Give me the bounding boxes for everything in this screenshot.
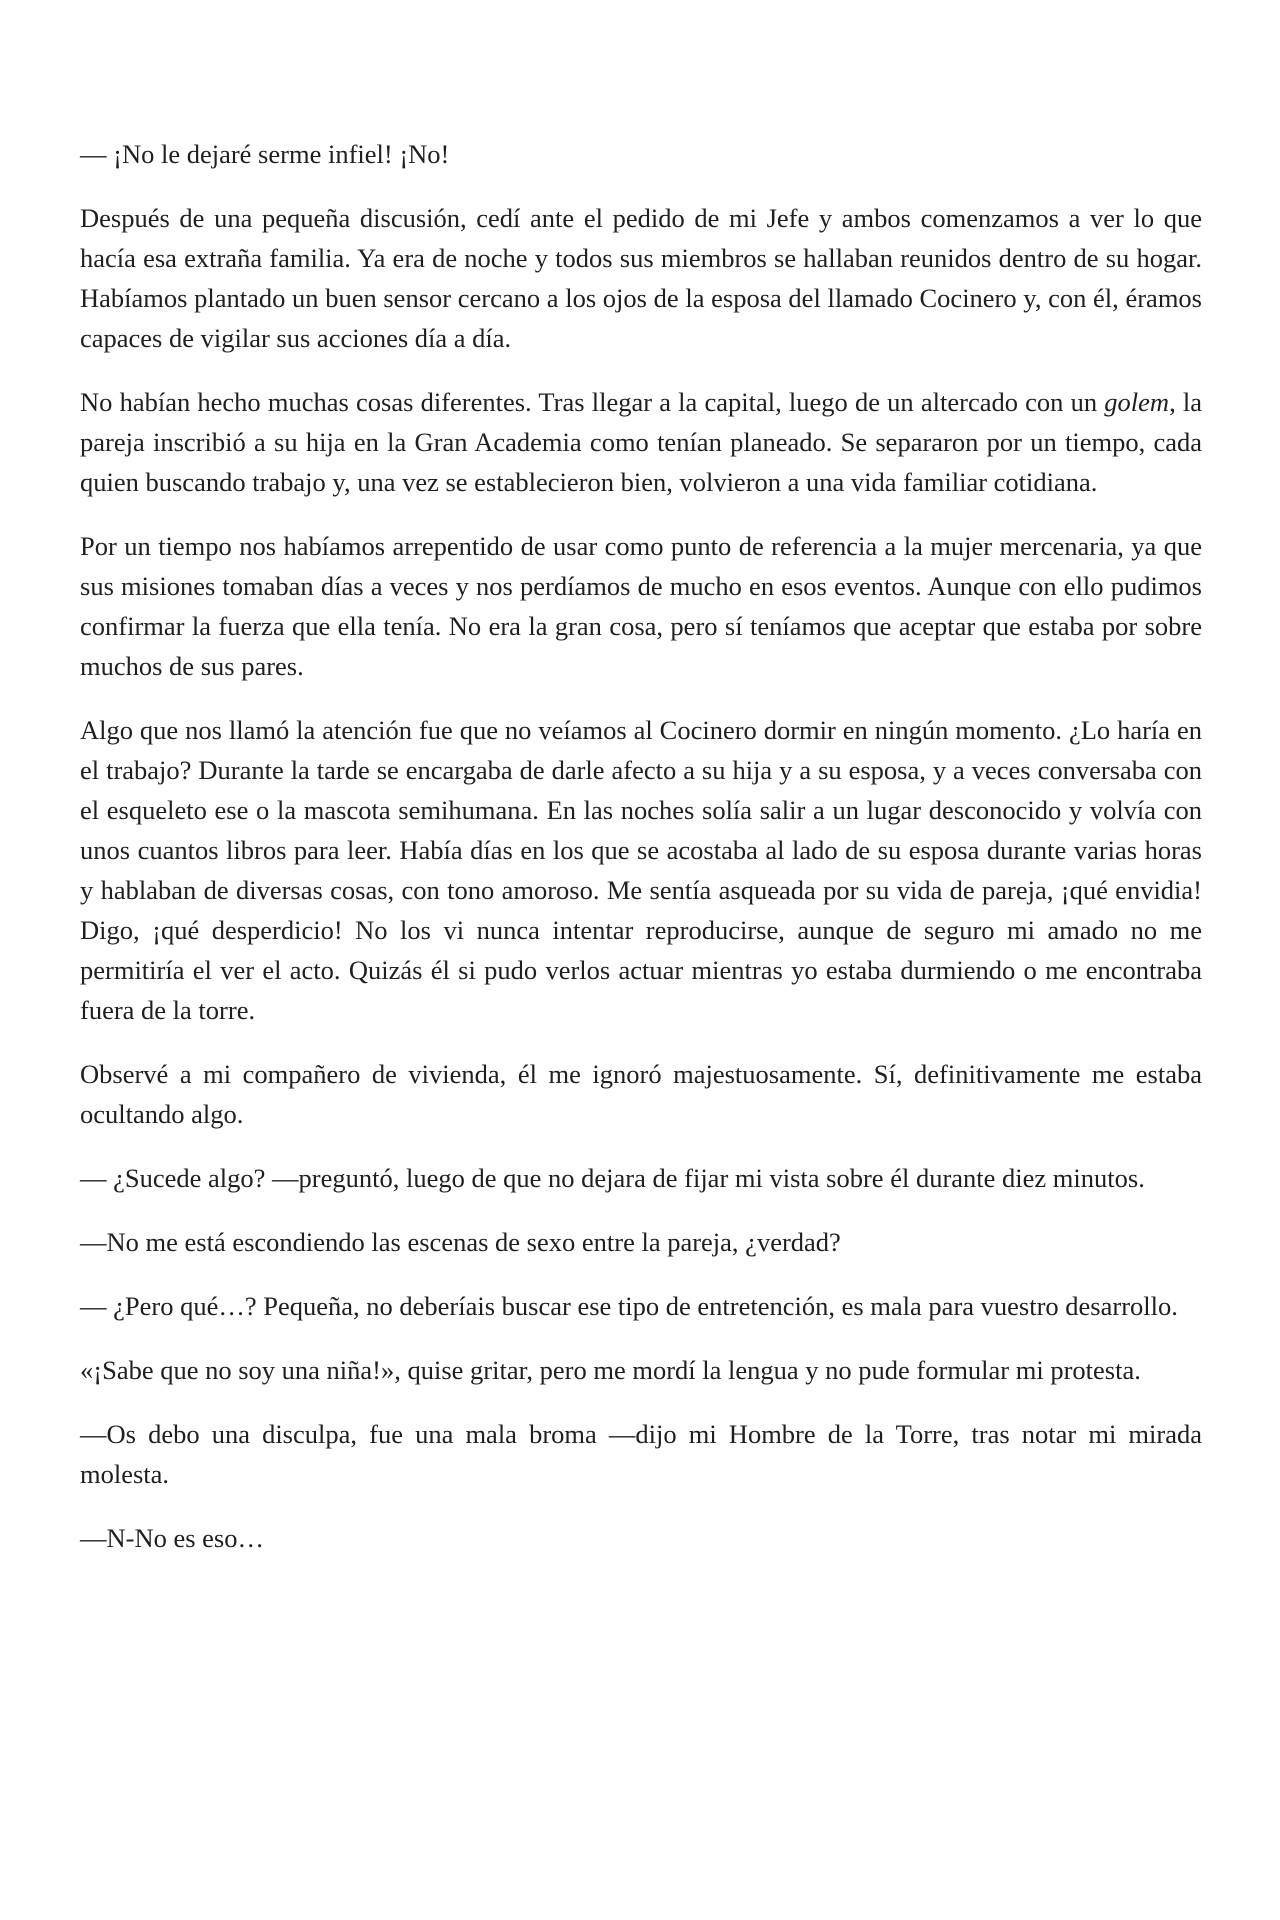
paragraph-7 xyxy=(80,1158,1202,1198)
paragraph-8 xyxy=(80,1222,1202,1262)
paragraph-text: Algo que nos llamó la atención fue que no veíamos al Cocinero dormir en ningún momento. ¿Lo haría en el trabajo? Durante la tarde se encargaba de darle afecto a su hija y a su esposa, y a veces conversaba con el esqueleto ese o la mascota semihumana. En las noches solía salir a un lugar desconocido y volvía con unos cuantos libros para leer. Había días en los que se acostaba al lado de su esposa durante varias horas y hablaban de diversas cosas, con tono amoroso. Me sentía asqueada por su vida de pareja, ¡qué envidia! Digo, ¡qué desperdicio! No los vi nunca intentar reproducirse, aunque de seguro mi amado no me permitiría el ver el acto. Quizás él si pudo verlos actuar mientras yo estaba durmiendo o me encontraba fuera de la torre. xyxy=(80,715,1202,1025)
italic-word-golem: golem xyxy=(1104,387,1170,417)
paragraph-2 xyxy=(80,198,1202,358)
paragraph-4 xyxy=(80,526,1202,686)
paragraph-text: — ¡No le dejaré serme infiel! ¡No! xyxy=(80,139,450,169)
paragraph-10 xyxy=(80,1350,1202,1390)
paragraph-text: — ¿Sucede algo? —preguntó, luego de que no dejara de fijar mi vista sobre él durante diez minutos. xyxy=(80,1163,1145,1193)
paragraph-text: —N-No es eso… xyxy=(80,1523,264,1553)
paragraph-9 xyxy=(80,1286,1202,1326)
paragraph-text: «¡Sabe que no soy una niña!», quise gritar, pero me mordí la lengua y no pude formular mi protesta. xyxy=(80,1355,1141,1385)
paragraph-text: Después de una pequeña discusión, cedí ante el pedido de mi Jefe y ambos comenzamos a ver lo que hacía esa extraña familia. Ya era de noche y todos sus miembros se hallaban reunidos dentro de su hogar. Habíamos plantado un buen sensor cercano a los ojos de la esposa del llamado Cocinero y, con él, éramos capaces de vigilar sus acciones día a día. xyxy=(80,203,1202,353)
paragraph-text: Por un tiempo nos habíamos arrepentido de usar como punto de referencia a la mujer mercenaria, ya que sus misiones tomaban días a veces y nos perdíamos de mucho en esos eventos. Aunque con ello pudimos confirmar la fuerza que ella tenía. No era la gran cosa, pero sí teníamos que aceptar que estaba por sobre muchos de sus pares. xyxy=(80,531,1202,681)
paragraph-12 xyxy=(80,1518,1202,1558)
paragraph-5 xyxy=(80,710,1202,1030)
paragraph-text: , la pareja inscribió a su hija en la Gran Academia como tenían planeado. Se separaron por un tiempo, cada quien buscando trabajo y, una vez se establecieron bien, volvieron a una vida familiar cotidiana. xyxy=(80,387,1202,497)
paragraph-text: —Os debo una disculpa, fue una mala broma —dijo mi Hombre de la Torre, tras notar mi mirada molesta. xyxy=(80,1419,1202,1489)
paragraph-3 xyxy=(80,382,1202,502)
paragraph-text: — ¿Pero qué…? Pequeña, no deberíais buscar ese tipo de entretención, es mala para vuestro desarrollo. xyxy=(80,1291,1178,1321)
paragraph-text: Observé a mi compañero de vivienda, él me ignoró majestuosamente. Sí, definitivamente me estaba ocultando algo. xyxy=(80,1059,1202,1129)
paragraph-text: No habían hecho muchas cosas diferentes. Tras llegar a la capital, luego de un altercado con un xyxy=(80,387,1105,417)
document-page xyxy=(80,134,1202,1582)
paragraph-6 xyxy=(80,1054,1202,1134)
paragraph-1 xyxy=(80,134,1202,174)
paragraph-text: —No me está escondiendo las escenas de sexo entre la pareja, ¿verdad? xyxy=(80,1227,841,1257)
paragraph-11 xyxy=(80,1414,1202,1494)
